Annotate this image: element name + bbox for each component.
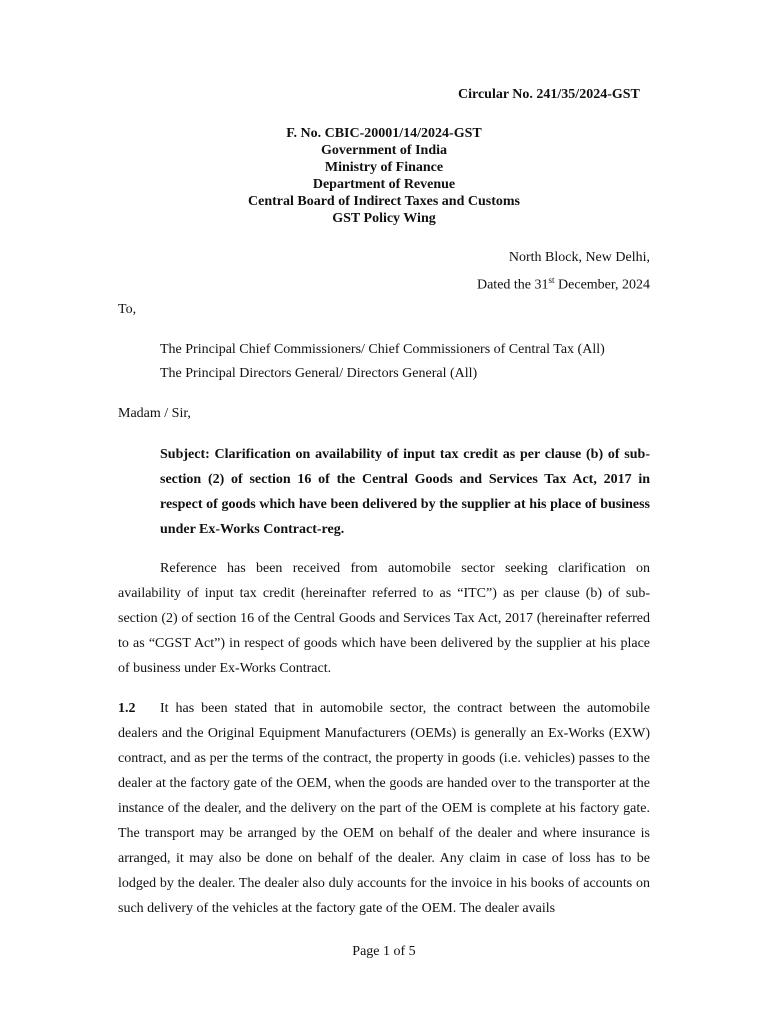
wing-name: GST Policy Wing — [332, 211, 436, 226]
department-name: Department of Revenue — [312, 177, 456, 192]
date-rest: December, 2024 — [554, 277, 650, 293]
addressee-line: The Principal Chief Commissioners/ Chief Commissioners of Central Tax (All) — [160, 342, 605, 357]
letterhead — [118, 125, 650, 227]
date-ordinal-suffix: st — [548, 275, 555, 285]
date-prefix: Dated the 31 — [476, 277, 549, 293]
paragraph-number: 1.2 — [118, 701, 136, 716]
addressee-line: The Principal Directors General/ Directors General (All) — [160, 366, 478, 381]
issue-place: North Block, New Delhi, — [508, 250, 650, 265]
file-number: F. No. CBIC-20001/14/2024-GST — [286, 126, 482, 141]
government-name: Government of India — [321, 143, 447, 158]
subject-line: Subject: Clarification on availability of input tax credit as per clause (b) of sub-section (2) of section 16 of the Central Goods and Services Tax Act, 2017 in respect of goods which have been delivered by the supplier at his place of business under Ex-Works Contract-reg. — [160, 447, 650, 537]
to-label: To, — [118, 302, 137, 317]
salutation: Madam / Sir, — [118, 406, 191, 421]
page-footer: Page 1 of 5 — [352, 944, 416, 959]
board-name: Central Board of Indirect Taxes and Customs — [248, 194, 520, 209]
body-paragraph: Reference has been received from automobile sector seeking clarification on availability of input tax credit (hereinafter referred to as “ITC”) as per clause (b) of sub-section (2) of section 16 of the Central Goods and Services Tax Act, 2017 (hereinafter referred to as “CGST Act”) in respect of goods which have been delivered by the supplier at his place of business under Ex-Works Contract. — [118, 561, 650, 676]
issue-date — [477, 275, 650, 294]
circular-number: Circular No. 241/35/2024-GST — [458, 87, 640, 102]
paragraph-text: It has been stated that in automobile sector, the contract between the automobile dealers and the Original Equipment Manufacturers (OEMs) is generally an Ex-Works (EXW) contract, and as per the terms of the contract, the property in goods (i.e. vehicles) passes to the dealer at the factory gate of the OEM, when the goods are handed over to the transporter at the instance of the dealer, and the delivery on the part of the OEM is complete at his factory gate. The transport may be arranged by the OEM on behalf of the dealer and where insurance is arranged, it may also be done on behalf of the dealer. Any claim in case of loss has to be lodged by the dealer. The dealer also duly accounts for the invoice in his books of accounts on such delivery of the vehicles at the factory gate of the OEM. The dealer avails — [118, 701, 650, 916]
body-paragraph-numbered — [118, 696, 650, 921]
ministry-name: Ministry of Finance — [324, 160, 444, 175]
